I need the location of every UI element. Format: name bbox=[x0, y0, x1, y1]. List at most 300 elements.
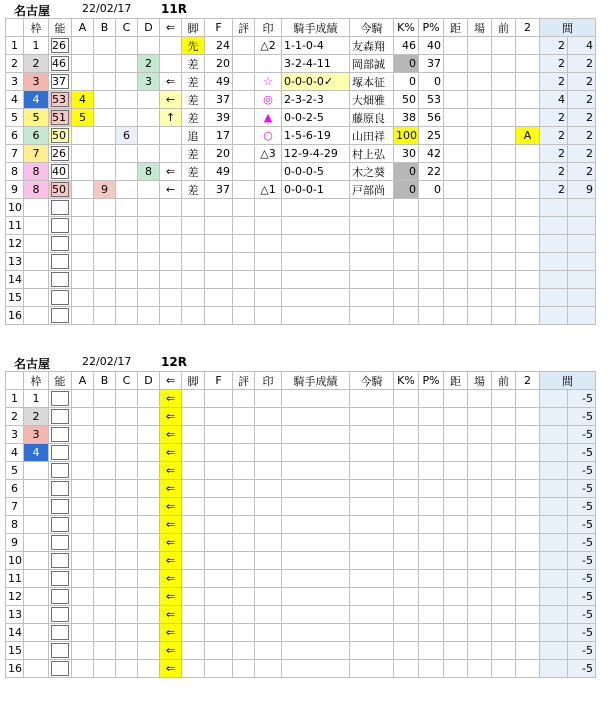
prev-cell bbox=[492, 289, 516, 307]
jockey-cell bbox=[350, 307, 394, 325]
ability-cell bbox=[49, 534, 72, 552]
jockey-cell bbox=[350, 199, 394, 217]
col-b-cell bbox=[94, 552, 116, 570]
ability-input[interactable] bbox=[51, 236, 69, 251]
col-a-cell bbox=[72, 462, 94, 480]
waku-cell bbox=[24, 588, 49, 606]
f-cell bbox=[205, 444, 233, 462]
arrow-cell: ⇐ bbox=[160, 642, 182, 660]
jockey-cell bbox=[350, 271, 394, 289]
table-row bbox=[6, 91, 596, 109]
horse-number: 4 bbox=[6, 91, 24, 109]
table-row bbox=[6, 307, 596, 325]
f-cell bbox=[205, 307, 233, 325]
two-cell bbox=[516, 199, 540, 217]
k-percent-cell bbox=[394, 480, 419, 498]
column-header: 能 bbox=[49, 372, 72, 390]
col-d-cell bbox=[138, 307, 160, 325]
k-percent-cell bbox=[394, 289, 419, 307]
col-a-cell bbox=[72, 408, 94, 426]
ability-input[interactable] bbox=[51, 254, 69, 269]
horse-number: 6 bbox=[6, 127, 24, 145]
horse-number: 7 bbox=[6, 498, 24, 516]
ability-cell bbox=[49, 642, 72, 660]
ability-input[interactable] bbox=[51, 481, 69, 496]
f-cell: 37 bbox=[205, 91, 233, 109]
jockey-record-cell bbox=[282, 271, 350, 289]
mark-cell bbox=[255, 163, 282, 181]
k-percent-cell: 0 bbox=[394, 181, 419, 199]
column-header: 距 bbox=[444, 372, 468, 390]
two-cell bbox=[516, 480, 540, 498]
p-percent-cell bbox=[419, 390, 444, 408]
column-header: 間 bbox=[540, 372, 596, 390]
interval-1-cell: 2 bbox=[540, 181, 568, 199]
distance-cell bbox=[444, 109, 468, 127]
mark-cell bbox=[255, 498, 282, 516]
k-percent-cell bbox=[394, 552, 419, 570]
prev-cell bbox=[492, 588, 516, 606]
ability-input[interactable]: 50 bbox=[51, 182, 69, 197]
column-header: D bbox=[138, 372, 160, 390]
ability-input[interactable] bbox=[51, 517, 69, 532]
k-percent-cell bbox=[394, 271, 419, 289]
jockey-record-cell bbox=[282, 498, 350, 516]
style-cell bbox=[182, 390, 205, 408]
k-percent-cell bbox=[394, 570, 419, 588]
interval-1-cell bbox=[540, 480, 568, 498]
mark-cell bbox=[255, 235, 282, 253]
ability-input[interactable]: 46 bbox=[51, 56, 69, 71]
prev-cell bbox=[492, 307, 516, 325]
ability-input[interactable] bbox=[51, 200, 69, 215]
ability-input[interactable] bbox=[51, 290, 69, 305]
horse-number: 3 bbox=[6, 73, 24, 91]
interval-2-cell: 2 bbox=[568, 73, 596, 91]
column-header: 前 bbox=[492, 19, 516, 37]
f-cell bbox=[205, 235, 233, 253]
rating-cell bbox=[233, 480, 255, 498]
two-cell bbox=[516, 408, 540, 426]
col-b-cell bbox=[94, 426, 116, 444]
prev-cell bbox=[492, 73, 516, 91]
two-cell bbox=[516, 624, 540, 642]
k-percent-cell bbox=[394, 235, 419, 253]
ability-input[interactable]: 53 bbox=[51, 92, 69, 107]
waku-cell bbox=[24, 271, 49, 289]
mark-cell bbox=[255, 642, 282, 660]
horse-number: 12 bbox=[6, 588, 24, 606]
col-b-cell bbox=[94, 624, 116, 642]
jockey-record-cell: 1-5-6-19 bbox=[282, 127, 350, 145]
k-percent-cell: 46 bbox=[394, 37, 419, 55]
col-a-cell bbox=[72, 660, 94, 678]
mark-cell bbox=[255, 534, 282, 552]
interval-1-cell bbox=[540, 642, 568, 660]
f-cell bbox=[205, 390, 233, 408]
table-row bbox=[6, 552, 596, 570]
ability-input[interactable] bbox=[51, 308, 69, 323]
mark-cell bbox=[255, 516, 282, 534]
horse-number: 8 bbox=[6, 163, 24, 181]
p-percent-cell bbox=[419, 253, 444, 271]
prev-cell bbox=[492, 498, 516, 516]
jockey-record-cell: 0-0-0-5 bbox=[282, 163, 350, 181]
ability-cell bbox=[49, 271, 72, 289]
ability-input[interactable]: 50 bbox=[51, 128, 69, 143]
interval-1-cell bbox=[540, 217, 568, 235]
interval-1-cell bbox=[540, 426, 568, 444]
waku-cell bbox=[24, 570, 49, 588]
rating-cell bbox=[233, 289, 255, 307]
col-b-cell bbox=[94, 253, 116, 271]
col-d-cell bbox=[138, 408, 160, 426]
mark-cell bbox=[255, 480, 282, 498]
ability-input[interactable] bbox=[51, 409, 69, 424]
ability-input[interactable] bbox=[51, 391, 69, 406]
course-cell bbox=[468, 552, 492, 570]
jockey-record-cell bbox=[282, 552, 350, 570]
arrow-cell: ⇐ bbox=[160, 163, 182, 181]
col-a-cell bbox=[72, 552, 94, 570]
column-header: A bbox=[72, 19, 94, 37]
col-b-cell bbox=[94, 390, 116, 408]
jockey-cell: 山田祥 bbox=[350, 127, 394, 145]
table-row bbox=[6, 163, 596, 181]
two-cell: A bbox=[516, 127, 540, 145]
rating-cell bbox=[233, 462, 255, 480]
jockey-record-cell bbox=[282, 444, 350, 462]
table-row bbox=[6, 642, 596, 660]
col-c-cell bbox=[116, 642, 138, 660]
jockey-cell bbox=[350, 552, 394, 570]
rating-cell bbox=[233, 199, 255, 217]
rating-cell bbox=[233, 253, 255, 271]
distance-cell bbox=[444, 426, 468, 444]
col-d-cell bbox=[138, 642, 160, 660]
waku-cell: 7 bbox=[24, 145, 49, 163]
column-header: 評 bbox=[233, 372, 255, 390]
jockey-record-cell bbox=[282, 606, 350, 624]
distance-cell bbox=[444, 127, 468, 145]
style-cell bbox=[182, 624, 205, 642]
race-number: 12R bbox=[161, 355, 187, 369]
jockey-record-cell bbox=[282, 570, 350, 588]
mark-cell bbox=[255, 462, 282, 480]
col-d-cell bbox=[138, 235, 160, 253]
ability-cell bbox=[49, 91, 72, 109]
interval-2-cell bbox=[568, 217, 596, 235]
distance-cell bbox=[444, 390, 468, 408]
ability-input[interactable]: 26 bbox=[51, 38, 69, 53]
distance-cell bbox=[444, 235, 468, 253]
waku-cell: 8 bbox=[24, 163, 49, 181]
ability-input[interactable] bbox=[51, 218, 69, 233]
interval-2-cell bbox=[568, 199, 596, 217]
interval-2-cell: -5 bbox=[568, 408, 596, 426]
column-header: 評 bbox=[233, 19, 255, 37]
col-a-cell bbox=[72, 624, 94, 642]
f-cell bbox=[205, 253, 233, 271]
mark-cell: ☆ bbox=[255, 73, 282, 91]
table-row bbox=[6, 73, 596, 91]
style-cell bbox=[182, 516, 205, 534]
two-cell bbox=[516, 109, 540, 127]
prev-cell bbox=[492, 109, 516, 127]
distance-cell bbox=[444, 37, 468, 55]
ability-input[interactable]: 40 bbox=[51, 164, 69, 179]
ability-cell bbox=[49, 181, 72, 199]
ability-input[interactable] bbox=[51, 661, 69, 676]
header-row bbox=[6, 19, 596, 37]
col-d-cell: 2 bbox=[138, 55, 160, 73]
column-header: 2 bbox=[516, 19, 540, 37]
jockey-cell: 友森翔 bbox=[350, 37, 394, 55]
p-percent-cell bbox=[419, 498, 444, 516]
course-cell bbox=[468, 253, 492, 271]
distance-cell bbox=[444, 624, 468, 642]
prev-cell bbox=[492, 199, 516, 217]
ability-cell bbox=[49, 163, 72, 181]
col-d-cell bbox=[138, 624, 160, 642]
waku-cell bbox=[24, 462, 49, 480]
column-header: 今騎 bbox=[350, 372, 394, 390]
style-cell bbox=[182, 498, 205, 516]
column-header bbox=[6, 19, 24, 37]
course-cell bbox=[468, 109, 492, 127]
arrow-cell bbox=[160, 253, 182, 271]
col-a-cell bbox=[72, 253, 94, 271]
arrow-cell: ↑ bbox=[160, 109, 182, 127]
waku-cell: 1 bbox=[24, 390, 49, 408]
horse-number: 5 bbox=[6, 462, 24, 480]
rating-cell bbox=[233, 109, 255, 127]
table-row bbox=[6, 462, 596, 480]
col-c-cell bbox=[116, 426, 138, 444]
style-cell bbox=[182, 235, 205, 253]
jockey-record-cell bbox=[282, 516, 350, 534]
arrow-cell: ⇐ bbox=[160, 444, 182, 462]
interval-2-cell: 2 bbox=[568, 91, 596, 109]
race-11-table bbox=[5, 18, 596, 325]
ability-input[interactable] bbox=[51, 625, 69, 640]
col-c-cell bbox=[116, 552, 138, 570]
course-cell bbox=[468, 606, 492, 624]
ability-input[interactable] bbox=[51, 643, 69, 658]
ability-input[interactable] bbox=[51, 607, 69, 622]
waku-cell: 3 bbox=[24, 426, 49, 444]
f-cell bbox=[205, 289, 233, 307]
p-percent-cell bbox=[419, 199, 444, 217]
ability-input[interactable] bbox=[51, 589, 69, 604]
table-row bbox=[6, 570, 596, 588]
col-a-cell bbox=[72, 271, 94, 289]
ability-input[interactable] bbox=[51, 427, 69, 442]
col-d-cell bbox=[138, 660, 160, 678]
table-row bbox=[6, 444, 596, 462]
jockey-cell bbox=[350, 217, 394, 235]
horse-number: 15 bbox=[6, 642, 24, 660]
col-c-cell bbox=[116, 91, 138, 109]
ability-cell bbox=[49, 289, 72, 307]
distance-cell bbox=[444, 253, 468, 271]
ability-cell bbox=[49, 498, 72, 516]
interval-2-cell: 2 bbox=[568, 127, 596, 145]
p-percent-cell bbox=[419, 444, 444, 462]
arrow-cell: ⇐ bbox=[160, 480, 182, 498]
col-c-cell bbox=[116, 462, 138, 480]
interval-1-cell bbox=[540, 307, 568, 325]
column-header: C bbox=[116, 372, 138, 390]
mark-cell bbox=[255, 408, 282, 426]
col-b-cell bbox=[94, 145, 116, 163]
col-c-cell bbox=[116, 37, 138, 55]
waku-cell bbox=[24, 289, 49, 307]
ability-input[interactable] bbox=[51, 463, 69, 478]
interval-1-cell: 2 bbox=[540, 163, 568, 181]
interval-2-cell: -5 bbox=[568, 516, 596, 534]
jockey-cell: 岡部誠 bbox=[350, 55, 394, 73]
k-percent-cell bbox=[394, 426, 419, 444]
ability-cell bbox=[49, 109, 72, 127]
horse-number: 16 bbox=[6, 307, 24, 325]
k-percent-cell bbox=[394, 498, 419, 516]
style-cell bbox=[182, 408, 205, 426]
p-percent-cell bbox=[419, 289, 444, 307]
arrow-cell: ⇐ bbox=[160, 534, 182, 552]
style-cell bbox=[182, 271, 205, 289]
column-header: 今騎 bbox=[350, 19, 394, 37]
col-d-cell bbox=[138, 570, 160, 588]
two-cell bbox=[516, 570, 540, 588]
waku-cell bbox=[24, 660, 49, 678]
horse-number: 5 bbox=[6, 109, 24, 127]
k-percent-cell bbox=[394, 444, 419, 462]
f-cell bbox=[205, 570, 233, 588]
col-a-cell: 4 bbox=[72, 91, 94, 109]
course-cell bbox=[468, 55, 492, 73]
waku-cell bbox=[24, 235, 49, 253]
ability-input[interactable]: 37 bbox=[51, 74, 69, 89]
horse-number: 4 bbox=[6, 444, 24, 462]
ability-input[interactable] bbox=[51, 499, 69, 514]
ability-input[interactable]: 51 bbox=[51, 110, 69, 125]
col-d-cell bbox=[138, 552, 160, 570]
jockey-record-cell bbox=[282, 217, 350, 235]
ability-input[interactable] bbox=[51, 535, 69, 550]
distance-cell bbox=[444, 145, 468, 163]
jockey-record-cell bbox=[282, 642, 350, 660]
table-row bbox=[6, 199, 596, 217]
col-d-cell bbox=[138, 588, 160, 606]
waku-cell bbox=[24, 516, 49, 534]
column-header: 場 bbox=[468, 372, 492, 390]
arrow-cell bbox=[160, 307, 182, 325]
distance-cell bbox=[444, 480, 468, 498]
ability-input[interactable]: 26 bbox=[51, 146, 69, 161]
race-date: 22/02/17 bbox=[82, 355, 132, 368]
jockey-record-cell: 0-0-0-1 bbox=[282, 181, 350, 199]
waku-cell bbox=[24, 534, 49, 552]
rating-cell bbox=[233, 606, 255, 624]
table-row bbox=[6, 181, 596, 199]
interval-1-cell bbox=[540, 390, 568, 408]
arrow-cell: ⇐ bbox=[160, 570, 182, 588]
ability-input[interactable] bbox=[51, 553, 69, 568]
jockey-record-cell bbox=[282, 408, 350, 426]
interval-2-cell: -5 bbox=[568, 624, 596, 642]
jockey-cell: 木之葵 bbox=[350, 163, 394, 181]
ability-cell bbox=[49, 606, 72, 624]
col-a-cell bbox=[72, 588, 94, 606]
p-percent-cell bbox=[419, 660, 444, 678]
column-header: 距 bbox=[444, 19, 468, 37]
interval-2-cell: -5 bbox=[568, 606, 596, 624]
p-percent-cell: 40 bbox=[419, 37, 444, 55]
col-d-cell bbox=[138, 289, 160, 307]
distance-cell bbox=[444, 217, 468, 235]
ability-cell bbox=[49, 516, 72, 534]
k-percent-cell: 38 bbox=[394, 109, 419, 127]
col-c-cell bbox=[116, 109, 138, 127]
table-row bbox=[6, 606, 596, 624]
course-cell bbox=[468, 534, 492, 552]
two-cell bbox=[516, 55, 540, 73]
f-cell bbox=[205, 516, 233, 534]
mark-cell bbox=[255, 588, 282, 606]
col-a-cell bbox=[72, 516, 94, 534]
arrow-cell: ⇐ bbox=[160, 390, 182, 408]
interval-1-cell bbox=[540, 462, 568, 480]
f-cell bbox=[205, 606, 233, 624]
mark-cell bbox=[255, 289, 282, 307]
table-row bbox=[6, 516, 596, 534]
prev-cell bbox=[492, 534, 516, 552]
mark-cell: △3 bbox=[255, 145, 282, 163]
ability-cell bbox=[49, 660, 72, 678]
interval-1-cell bbox=[540, 606, 568, 624]
course-cell bbox=[468, 408, 492, 426]
waku-cell bbox=[24, 498, 49, 516]
rating-cell bbox=[233, 498, 255, 516]
horse-number: 12 bbox=[6, 235, 24, 253]
mark-cell bbox=[255, 552, 282, 570]
two-cell bbox=[516, 253, 540, 271]
col-b-cell bbox=[94, 109, 116, 127]
p-percent-cell: 37 bbox=[419, 55, 444, 73]
interval-1-cell bbox=[540, 444, 568, 462]
col-b-cell bbox=[94, 55, 116, 73]
p-percent-cell: 42 bbox=[419, 145, 444, 163]
ability-input[interactable] bbox=[51, 445, 69, 460]
jockey-record-cell bbox=[282, 199, 350, 217]
col-b-cell bbox=[94, 498, 116, 516]
course-cell bbox=[468, 570, 492, 588]
mark-cell: △2 bbox=[255, 37, 282, 55]
col-d-cell bbox=[138, 199, 160, 217]
k-percent-cell bbox=[394, 624, 419, 642]
mark-cell bbox=[255, 624, 282, 642]
column-header: K% bbox=[394, 19, 419, 37]
two-cell bbox=[516, 642, 540, 660]
k-percent-cell bbox=[394, 642, 419, 660]
course-cell bbox=[468, 271, 492, 289]
ability-cell bbox=[49, 480, 72, 498]
ability-input[interactable] bbox=[51, 571, 69, 586]
style-cell bbox=[182, 199, 205, 217]
race-12-header bbox=[0, 354, 608, 370]
ability-input[interactable] bbox=[51, 272, 69, 287]
